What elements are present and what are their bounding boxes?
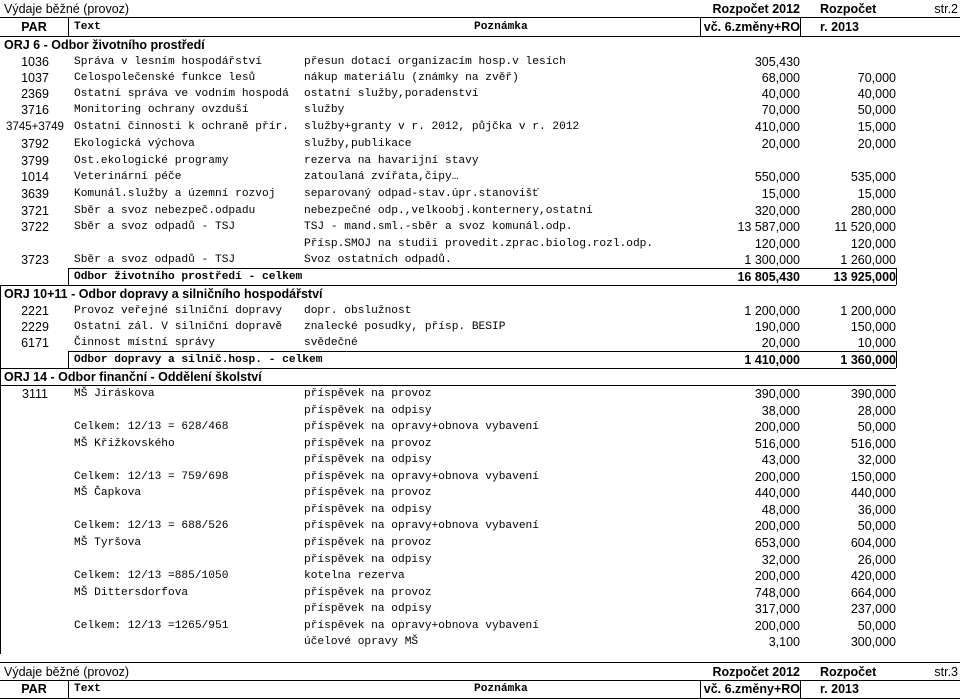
item-text	[74, 403, 302, 420]
item-text: Ostatní zál. V silniční dopravě	[74, 321, 283, 333]
par-code: 3792	[21, 137, 49, 151]
table-row	[0, 419, 960, 436]
par-code: 3723	[21, 253, 49, 267]
rule-line	[800, 681, 801, 698]
item-note: ostatní služby,poradenství	[304, 88, 479, 100]
value-2012: 550,000	[754, 170, 800, 184]
footer-row-1	[0, 664, 960, 681]
item-text: Správa v lesním hospodářství	[74, 56, 262, 68]
value-2013: 280,000	[850, 204, 896, 218]
value-2013: 390,000	[850, 387, 896, 401]
rule-line	[896, 351, 897, 368]
value-2013: 26,000	[857, 553, 896, 567]
item-note: příspěvek na provoz	[304, 537, 432, 549]
value-2012: 200,000	[754, 569, 800, 583]
rule-line	[0, 680, 960, 681]
total-row-orj6	[0, 269, 960, 286]
table-row	[0, 535, 960, 552]
item-text	[74, 634, 302, 651]
value-2013: 535,000	[850, 170, 896, 184]
item-note: služby	[304, 104, 345, 116]
table-row	[0, 469, 960, 486]
value-2013: 50,000	[857, 519, 896, 533]
par-code: 1014	[21, 170, 49, 184]
value-2012: 200,000	[754, 619, 800, 633]
value-2013: 11 520,000	[834, 220, 896, 234]
item-text: Celkem: 12/13 = 759/698	[74, 471, 229, 483]
total-label: Odbor životního prostředí - celkem	[74, 271, 303, 283]
table-row	[0, 485, 960, 502]
item-note: zatoulaná zvířata,čipy…	[304, 171, 459, 183]
item-note: příspěvek na provoz	[304, 587, 432, 599]
rule-line	[0, 368, 896, 369]
item-note: příspěvek na odpisy	[304, 454, 432, 466]
value-2012: 15,000	[761, 187, 800, 201]
par-code: 3111	[22, 387, 48, 401]
table-row	[0, 70, 960, 87]
item-text	[74, 236, 302, 253]
item-note: příspěvek na opravy+obnova vybavení	[304, 421, 539, 433]
rule-line	[0, 17, 960, 18]
table-row	[0, 386, 960, 403]
item-note: separovaný odpad-stav.úpr.stanovišť	[304, 188, 539, 200]
section-heading: ORJ 6 - Odbor životního prostředí	[4, 38, 205, 52]
value-2013: 120,000	[850, 237, 896, 251]
item-note: rezerva na havarijní stavy	[304, 155, 479, 167]
par-code: 1036	[21, 55, 49, 69]
table-row	[0, 568, 960, 585]
table-row	[0, 634, 960, 651]
value-2013: 70,000	[857, 71, 896, 85]
value-2012: 390,000	[754, 387, 800, 401]
value-2012: 305,430	[754, 55, 800, 69]
section-title-orj10	[0, 286, 960, 303]
item-text: MŠ Čapkova	[74, 487, 142, 499]
item-note: nebezpečné odp.,velkoobj.konternery,ostatní	[304, 205, 593, 217]
item-text: Ostatní činnosti k ochraně přír.	[74, 121, 289, 133]
table-row	[0, 452, 960, 469]
table-row	[0, 403, 960, 420]
total-2012: 1 410,000	[744, 353, 800, 367]
page-number: str.3	[934, 665, 958, 679]
item-text: Komunál.služby a územní rozvoj	[74, 188, 276, 200]
value-2013: 15,000	[857, 120, 896, 134]
value-2012: 120,000	[754, 237, 800, 251]
item-note: přesun dotací organizacím hosp.v lesích	[304, 56, 566, 68]
item-text: Činnost místní správy	[74, 337, 215, 349]
rule-line	[800, 18, 801, 36]
value-2012: 13 587,000	[737, 220, 800, 234]
value-2012: 1 200,000	[744, 304, 800, 318]
header-row-2	[0, 19, 960, 36]
value-2013: 1 200,000	[840, 304, 896, 318]
value-2013: 420,000	[850, 569, 896, 583]
item-note: příspěvek na provoz	[304, 388, 432, 400]
value-2013: 50,000	[857, 103, 896, 117]
par-code: 3639	[21, 187, 49, 201]
rule-line	[0, 385, 896, 386]
value-2012: 3,100	[768, 635, 800, 649]
value-2012: 317,000	[754, 602, 800, 616]
par-code: 3722	[21, 220, 49, 234]
value-2013: 1 260,000	[840, 253, 896, 267]
total-2013: 13 925,000	[833, 270, 896, 284]
item-text: Sběr a svoz odpadů - TSJ	[74, 221, 236, 233]
rule-line	[68, 268, 896, 269]
col-note-header: Poznámka	[474, 21, 528, 33]
total-label: Odbor dopravy a silnič.hosp. - celkem	[74, 354, 323, 366]
item-text: MŠ Jiráskova	[74, 388, 155, 400]
col-changes-header: vč. 6.změny+RO	[703, 682, 800, 696]
table-row	[0, 585, 960, 602]
item-note: nákup materiálu (známky na zvěř)	[304, 72, 519, 84]
table-row	[0, 86, 960, 103]
table-row	[0, 303, 960, 320]
item-note: dopr. obslužnost	[304, 305, 412, 317]
par-code: 2369	[21, 87, 49, 101]
value-2013: 28,000	[857, 404, 896, 418]
col-par-header: PAR	[21, 20, 47, 34]
col-budget-header: Rozpočet	[820, 2, 877, 16]
table-row	[0, 252, 960, 269]
value-2013	[804, 54, 896, 71]
item-note: kotelna rezerva	[304, 570, 405, 582]
value-2012: 200,000	[754, 519, 800, 533]
value-2013: 516,000	[850, 437, 896, 451]
col-par-header: PAR	[21, 682, 47, 696]
col-year-header: r. 2013	[820, 20, 859, 34]
rule-line	[0, 36, 960, 37]
value-2013: 300,000	[850, 635, 896, 649]
table-row	[0, 219, 960, 236]
value-2013	[804, 153, 896, 170]
section-title-orj14	[0, 369, 960, 386]
item-text: Sběr a svoz odpadů - TSJ	[74, 254, 236, 266]
item-text	[74, 502, 302, 519]
par-code: 2229	[21, 320, 49, 334]
value-2013: 664,000	[850, 586, 896, 600]
table-row	[0, 518, 960, 535]
value-2012: 190,000	[754, 320, 800, 334]
value-2013: 15,000	[857, 187, 896, 201]
par-code: 3716	[21, 103, 49, 117]
par-code: 2221	[21, 304, 49, 318]
table-row	[0, 502, 960, 519]
section-heading: ORJ 14 - Odbor finanční - Oddělení školství	[4, 370, 262, 384]
item-note: služby+granty v r. 2012, půjčka v r. 2012	[304, 121, 580, 133]
value-2012: 68,000	[761, 71, 800, 85]
par-code: 3745+3749	[6, 121, 64, 133]
table-row	[0, 319, 960, 336]
col-budget-2012-header: Rozpočet 2012	[712, 2, 800, 16]
rule-line	[0, 662, 960, 663]
value-2013: 150,000	[850, 470, 896, 484]
value-2012: 516,000	[754, 437, 800, 451]
value-2013: 50,000	[857, 420, 896, 434]
table-row	[0, 436, 960, 453]
item-note: příspěvek na opravy+obnova vybavení	[304, 520, 539, 532]
table-row	[0, 601, 960, 618]
rule-line	[0, 369, 1, 654]
item-note: svědečné	[304, 337, 358, 349]
page-title: Výdaje běžné (provoz)	[4, 665, 130, 679]
value-2013: 440,000	[850, 486, 896, 500]
value-2012: 43,000	[761, 453, 800, 467]
value-2012: 653,000	[754, 536, 800, 550]
value-2012: 20,000	[761, 137, 800, 151]
value-2013: 604,000	[850, 536, 896, 550]
table-row	[0, 186, 960, 203]
item-note: TSJ - mand.sml.-sběr a svoz komunál.odp.	[304, 221, 573, 233]
col-note-header: Poznámka	[474, 683, 528, 695]
table-row	[0, 236, 960, 253]
item-note: příspěvek na provoz	[304, 487, 432, 499]
item-text	[74, 452, 302, 469]
item-note: účelové opravy MŠ	[304, 636, 419, 648]
col-budget-header: Rozpočet	[820, 665, 877, 679]
item-text: Celkem: 12/13 = 688/526	[74, 520, 229, 532]
value-2013: 32,000	[857, 453, 896, 467]
value-2013: 237,000	[850, 602, 896, 616]
value-2013: 40,000	[857, 87, 896, 101]
table-row	[0, 203, 960, 220]
item-note: příspěvek na odpisy	[304, 554, 432, 566]
item-note: příspěvek na opravy+obnova vybavení	[304, 471, 539, 483]
rule-line	[68, 351, 896, 352]
value-2012: 320,000	[754, 204, 800, 218]
item-text: Celkem: 12/13 =1265/951	[74, 620, 229, 632]
item-text: Monitoring ochrany ovzduší	[74, 104, 249, 116]
item-note: příspěvek na odpisy	[304, 603, 432, 615]
item-text	[74, 552, 302, 569]
total-2012: 16 805,430	[737, 270, 800, 284]
item-note: znalecké posudky, přísp. BESIP	[304, 321, 506, 333]
header-row-1	[0, 1, 960, 18]
rule-line	[68, 268, 69, 285]
col-changes-header: vč. 6.změny+RO	[703, 20, 800, 34]
value-2013: 20,000	[857, 137, 896, 151]
item-note: Přísp.SMOJ na studii provedit.zprac.biolog.rozl.odp.	[304, 238, 654, 250]
table-row	[0, 54, 960, 71]
footer-row-2	[0, 681, 960, 698]
table-row	[0, 102, 960, 119]
rule-line	[0, 286, 1, 368]
par-code: 3799	[21, 154, 49, 168]
value-2012: 32,000	[761, 553, 800, 567]
total-2013: 1 360,000	[840, 353, 896, 367]
item-text: MŠ Dittersdorfova	[74, 587, 189, 599]
col-text-header: Text	[74, 21, 101, 33]
table-row	[0, 169, 960, 186]
section-title-orj6	[0, 37, 960, 54]
item-text: MŠ Křižkovského	[74, 438, 175, 450]
page-title: Výdaje běžné (provoz)	[4, 2, 130, 16]
rule-line	[0, 285, 896, 286]
item-note: příspěvek na provoz	[304, 438, 432, 450]
par-code: 1037	[21, 71, 49, 85]
item-note: služby,publikace	[304, 138, 412, 150]
value-2012: 48,000	[761, 503, 800, 517]
total-row-orj10	[0, 352, 960, 369]
page-number: str.2	[934, 2, 958, 16]
table-row	[0, 552, 960, 569]
item-text: Ost.ekologické programy	[74, 155, 229, 167]
par-code	[4, 236, 66, 253]
item-note: příspěvek na odpisy	[304, 504, 432, 516]
table-row	[0, 119, 960, 136]
value-2013: 10,000	[857, 336, 896, 350]
rule-line	[896, 268, 897, 285]
item-text	[74, 601, 302, 618]
item-text: Ostatní správa ve vodním hospodá	[74, 88, 289, 100]
item-note: Svoz ostatních odpadů.	[304, 254, 452, 266]
item-note: příspěvek na opravy+obnova vybavení	[304, 620, 539, 632]
item-text: Ekologická výchova	[74, 138, 195, 150]
rule-line	[68, 351, 69, 368]
par-code: 6171	[21, 336, 49, 350]
section-heading: ORJ 10+11 - Odbor dopravy a silničního hospodářství	[4, 287, 323, 301]
value-2012: 200,000	[754, 470, 800, 484]
value-2012: 70,000	[761, 103, 800, 117]
value-2012: 38,000	[761, 404, 800, 418]
value-2013: 50,000	[857, 619, 896, 633]
item-text: Provoz veřejné silniční dopravy	[74, 305, 283, 317]
value-2012	[700, 153, 800, 170]
rule-line	[700, 681, 701, 698]
table-row	[0, 618, 960, 635]
col-budget-2012-header: Rozpočet 2012	[712, 665, 800, 679]
rule-line	[68, 681, 69, 698]
par-code: 3721	[21, 204, 49, 218]
item-note: příspěvek na odpisy	[304, 405, 432, 417]
item-text: Celkem: 12/13 =885/1050	[74, 570, 229, 582]
value-2012: 200,000	[754, 420, 800, 434]
rule-line	[68, 18, 69, 36]
table-row	[0, 153, 960, 170]
value-2012: 1 300,000	[744, 253, 800, 267]
item-text: Sběr a svoz nebezpeč.odpadu	[74, 205, 256, 217]
rule-line	[700, 18, 701, 36]
value-2013: 150,000	[850, 320, 896, 334]
item-text: Celkem: 12/13 = 628/468	[74, 421, 229, 433]
table-row	[0, 136, 960, 153]
value-2012: 440,000	[754, 486, 800, 500]
value-2012: 20,000	[761, 336, 800, 350]
table-row	[0, 335, 960, 352]
value-2012: 40,000	[761, 87, 800, 101]
value-2013: 36,000	[857, 503, 896, 517]
value-2012: 748,000	[754, 586, 800, 600]
item-text: MŠ Tyršova	[74, 537, 142, 549]
item-text: Celospolečenské funkce lesů	[74, 72, 256, 84]
col-text-header: Text	[74, 683, 101, 695]
value-2012: 410,000	[754, 120, 800, 134]
col-year-header: r. 2013	[820, 682, 859, 696]
item-text: Veterinární péče	[74, 171, 182, 183]
